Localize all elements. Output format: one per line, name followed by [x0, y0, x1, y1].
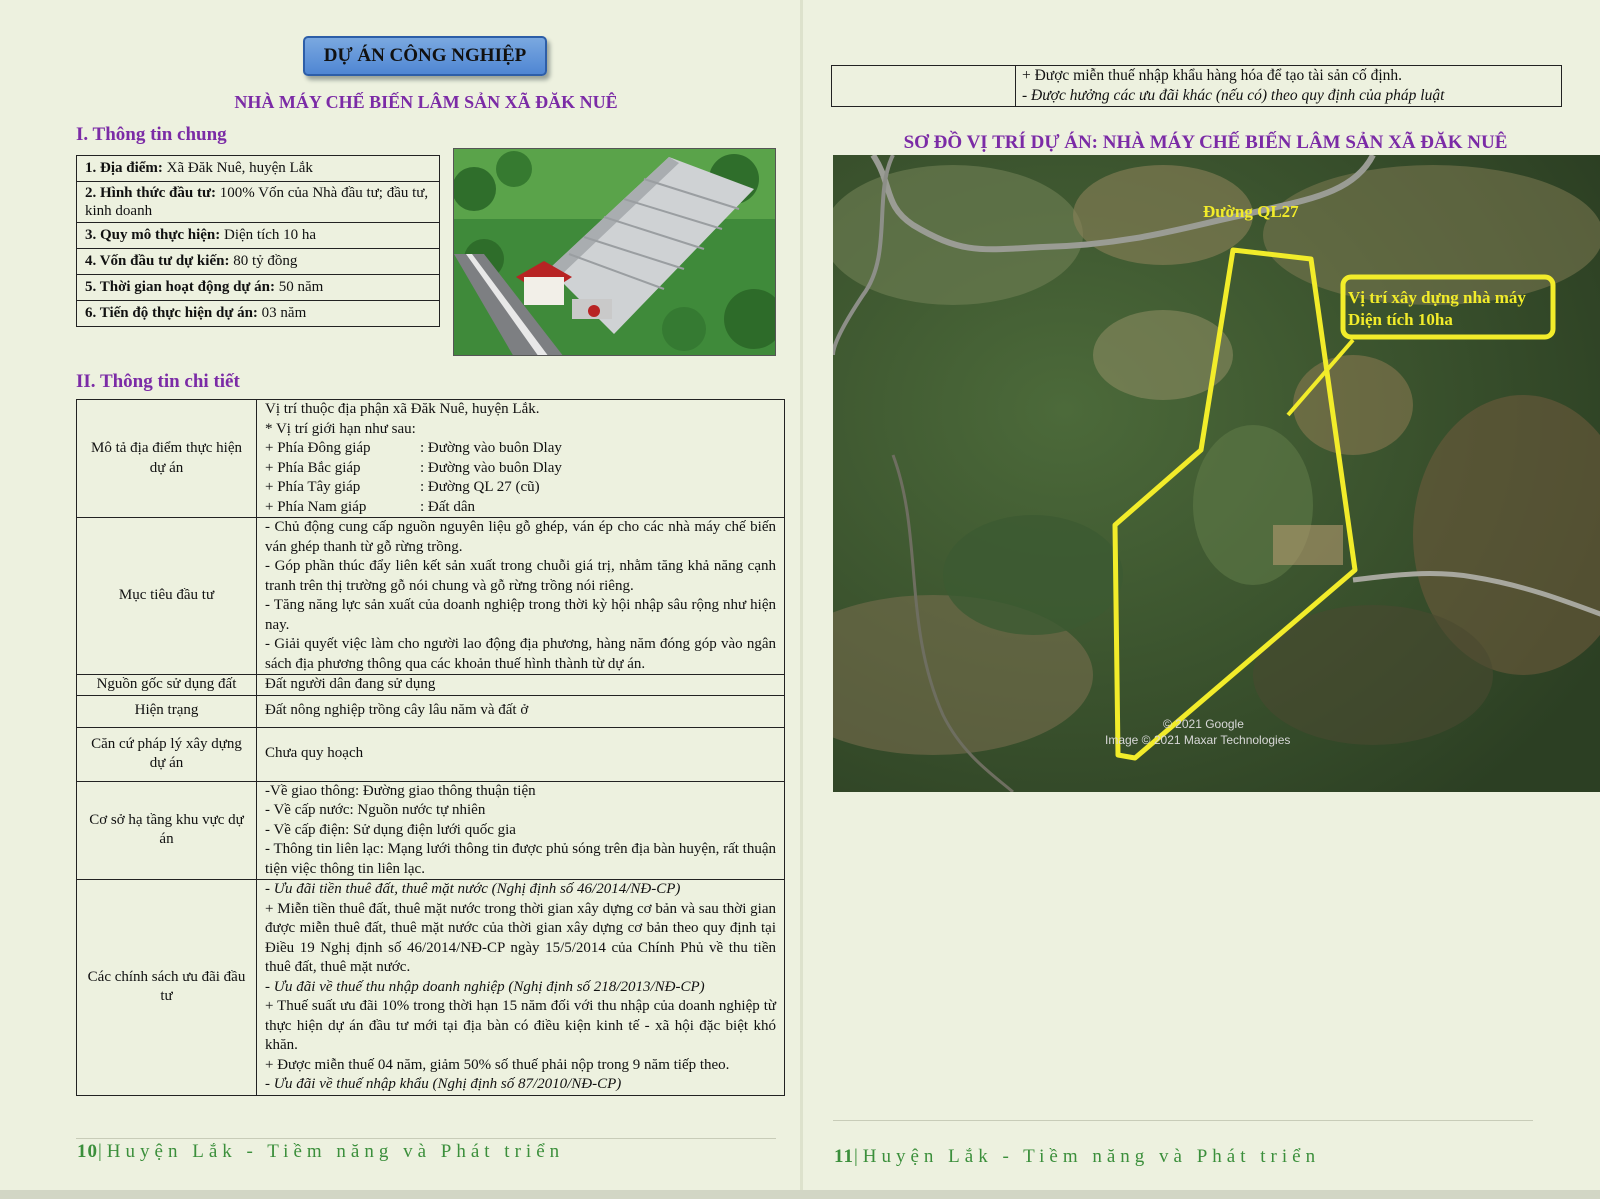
row-label: Mô tả địa điểm thực hiện dự án	[77, 400, 257, 518]
row-label: Cơ sở hạ tầng khu vực dự án	[77, 781, 257, 880]
table-row	[77, 880, 785, 1096]
category-banner: DỰ ÁN CÔNG NGHIỆP	[303, 36, 547, 76]
table-row	[77, 301, 440, 327]
info-cell: 5. Thời gian hoạt động dự án: 50 năm	[77, 275, 440, 301]
general-info-table	[76, 155, 440, 327]
bottom-strip	[0, 1190, 1600, 1199]
infrastructure-text: -Về giao thông: Đường giao thông thuận tiện - Về cấp nước: Nguồn nước tự nhiên - Về cấp điện: Sử dụng điện lưới quốc gia - Thông tin liên lạc: Mạng lưới thông tin được phủ sóng trên địa bàn huyện, rất thuận tiện việc thông tin liên lạc.	[257, 781, 785, 880]
legal-value: Chưa quy hoạch	[257, 727, 785, 781]
road-label: Đường QL27	[1203, 202, 1299, 221]
section-detail-heading: II. Thông tin chi tiết	[76, 371, 240, 392]
row-label: Căn cứ pháp lý xây dựng dự án	[77, 727, 257, 781]
land-origin-value: Đất người dân đang sử dụng	[257, 675, 785, 696]
page-footer	[834, 1146, 1320, 1168]
info-cell: 1. Địa điểm: Xã Đăk Nuê, huyện Lắk	[77, 156, 440, 182]
footer-rule	[76, 1138, 776, 1139]
table-row	[77, 156, 440, 182]
callout-text-1: Vị trí xây dựng nhà máy	[1348, 288, 1526, 307]
table-row	[77, 182, 440, 223]
row-label: Mục tiêu đầu tư	[77, 518, 257, 675]
table-row	[77, 518, 785, 675]
factory-rendering-image	[453, 148, 776, 356]
footer-text: |Huyện Lắk - Tiềm năng và Phát triển	[98, 1141, 565, 1162]
table-row	[77, 400, 785, 518]
table-row	[77, 275, 440, 301]
status-value: Đất nông nghiệp trồng cây lâu năm và đất ở	[257, 695, 785, 727]
map-copyright-imagery: Image © 2021 Maxar Technologies	[1105, 733, 1291, 747]
info-cell: 4. Vốn đầu tư dự kiến: 80 tỷ đồng	[77, 249, 440, 275]
row-label: Hiện trạng	[77, 695, 257, 727]
satellite-site-map	[833, 155, 1600, 792]
page-11	[803, 0, 1600, 1190]
callout-text-2: Diện tích 10ha	[1348, 310, 1453, 329]
table-row	[77, 249, 440, 275]
table-row	[77, 727, 785, 781]
table-row	[77, 675, 785, 696]
footer-rule	[833, 1120, 1533, 1121]
row-label: Nguồn gốc sử dụng đất	[77, 675, 257, 696]
table-row	[77, 223, 440, 249]
page-footer	[77, 1141, 564, 1163]
location-description: Vị trí thuộc địa phận xã Đăk Nuê, huyện Lắk. * Vị trí giới hạn như sau: + Phía Đông giáp : Đường vào buôn Dlay + Phía Bắc giáp : Đường vào buôn Dlay + Phía Tây giáp : Đường QL 27 (cũ) + Phía Nam giáp : Đất dân	[257, 400, 785, 518]
map-copyright-google: © 2021 Google	[1163, 717, 1244, 731]
table-row	[77, 695, 785, 727]
continued-incentives-table	[831, 65, 1562, 107]
incentives-text: - Ưu đãi tiền thuê đất, thuê mặt nước (Nghị định số 46/2014/NĐ-CP) + Miễn tiền thuê đất, thuê mặt nước trong thời gian xây dựng cơ bản và sau thời gian được miễn thuê đất, thuê mặt nước của thời gian xây dựng cơ bản theo quy định tại Điều 19 Nghị định số 46/2014/NĐ-CP ngày 15/5/2014 của Chính Phủ về thu tiền thuê đất, thuê mặt nước. - Ưu đãi về thuế thu nhập doanh nghiệp (Nghị định số 218/2013/NĐ-CP) + Thuế suất ưu đãi 10% trong thời hạn 15 năm đối với thu nhập của doanh nghiệp từ thực hiện dự án đầu tư mới tại địa bàn có điều kiện kinh tế - xã hội đặc biệt khó khăn. + Được miễn thuế 04 năm, giảm 50% số thuế phải nộp trong 9 năm tiếp theo. - Ưu đãi về thuế nhập khẩu (Nghị định số 87/2010/NĐ-CP)	[257, 880, 785, 1096]
footer-text: |Huyện Lắk - Tiềm năng và Phát triển	[853, 1146, 1321, 1167]
detail-info-table	[76, 399, 785, 1096]
table-row	[832, 66, 1562, 107]
empty-label-cell	[832, 66, 1016, 107]
map-title: SƠ ĐỒ VỊ TRÍ DỰ ÁN: NHÀ MÁY CHẾ BIẾN LÂM SẢN XÃ ĐĂK NUÊ	[903, 132, 1508, 153]
continued-incentives-text: + Được miễn thuế nhập khẩu hàng hóa để tạo tài sản cố định. - Được hưởng các ưu đãi khác (nếu có) theo quy định của pháp luật	[1016, 66, 1562, 107]
page-number: 11	[834, 1146, 854, 1167]
page-10	[0, 0, 800, 1190]
section-general-heading: I. Thông tin chung	[76, 124, 227, 145]
table-row	[77, 781, 785, 880]
info-cell: 2. Hình thức đầu tư: 100% Vốn của Nhà đầu tư; đầu tư, kinh doanh	[77, 182, 440, 223]
page-number: 10	[77, 1141, 98, 1162]
objectives-text: - Chủ động cung cấp nguồn nguyên liệu gỗ ghép, ván ép cho các nhà máy chế biến ván ghép thanh từ gỗ rừng trồng. - Góp phần thúc đẩy liên kết sản xuất trong chuỗi giá trị, nhằm tăng khả năng cạnh tranh trên thị trường gỗ nói chung và gỗ rừng trồng nói riêng. - Tăng năng lực sản xuất của doanh nghiệp trong thời kỳ hội nhập sâu rộng như hiện nay. - Giải quyết việc làm cho người lao động địa phương, hàng năm đóng góp vào ngân sách địa phương thông qua các khoản thuế hình thành từ dự án.	[257, 518, 785, 675]
row-label: Các chính sách ưu đãi đầu tư	[77, 880, 257, 1096]
info-cell: 6. Tiến độ thực hiện dự án: 03 năm	[77, 301, 440, 327]
project-title: NHÀ MÁY CHẾ BIẾN LÂM SẢN XÃ ĐĂK NUÊ	[234, 92, 618, 112]
info-cell: 3. Quy mô thực hiện: Diện tích 10 ha	[77, 223, 440, 249]
